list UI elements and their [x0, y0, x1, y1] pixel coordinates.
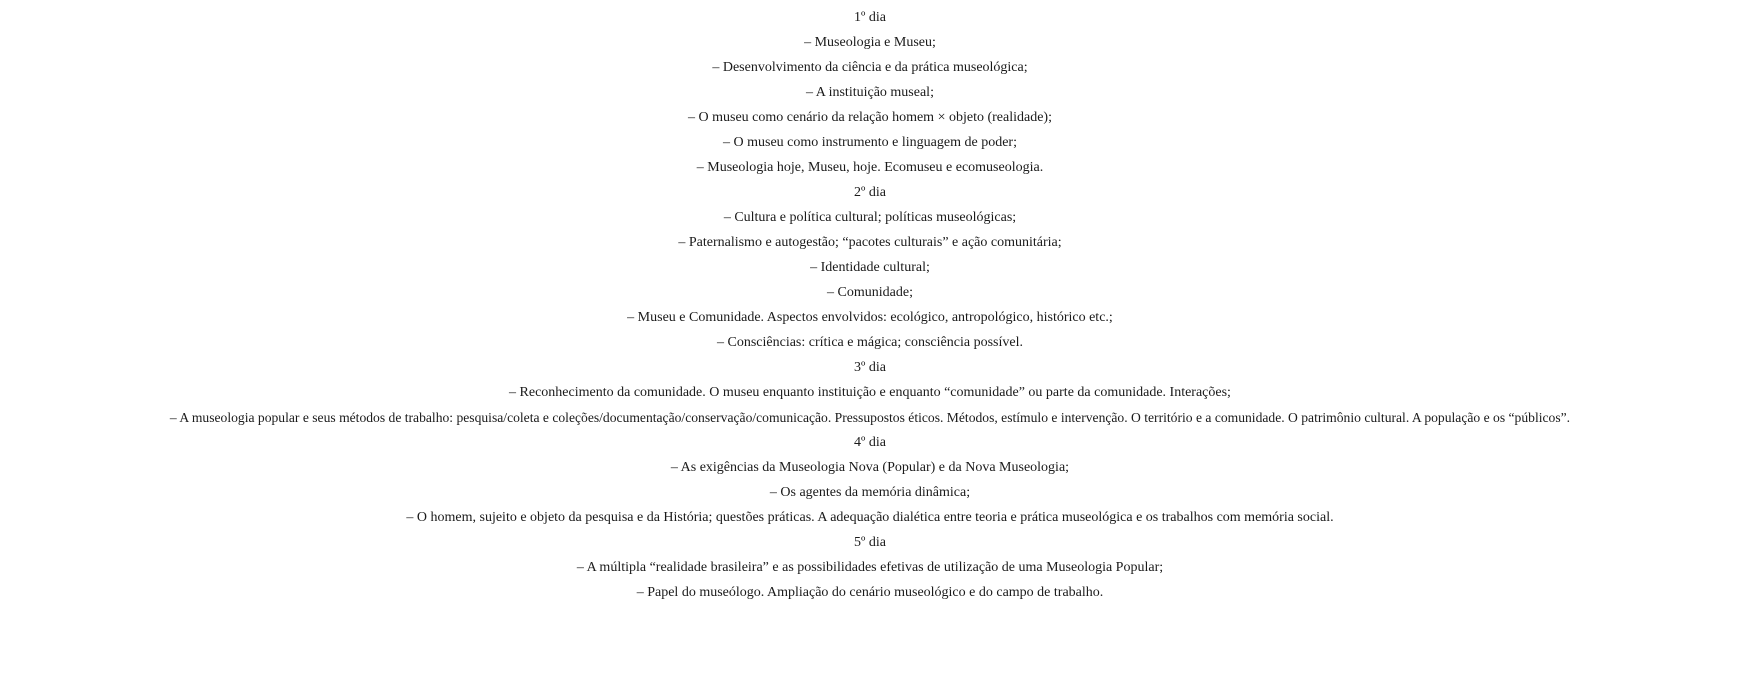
day-heading: 1º dia: [854, 10, 886, 25]
list-item: – O museu como cenário da relação homem × objeto (realidade);: [688, 110, 1052, 125]
list-item: – Os agentes da memória dinâmica;: [769, 485, 971, 500]
list-item: – Cultura e política cultural; políticas museológicas;: [723, 210, 1017, 225]
list-item: – O homem, sujeito e objeto da pesquisa e da História; questões práticas. A adequação dialética entre teoria e prática museológica e os trabalhos com memória social.: [406, 510, 1334, 525]
list-item: – As exigências da Museologia Nova (Popular) e da Nova Museologia;: [670, 460, 1070, 475]
list-item: – Comunidade;: [827, 285, 913, 300]
list-item: – Paternalismo e autogestão; “pacotes culturais” e ação comunitária;: [678, 235, 1062, 250]
day-heading: 3º dia: [854, 360, 886, 375]
list-item: – Identidade cultural;: [810, 260, 930, 275]
day-heading: 2º dia: [854, 185, 886, 200]
list-item: – Museu e Comunidade. Aspectos envolvidos: ecológico, antropológico, histórico etc.;: [627, 310, 1113, 325]
list-item: – A museologia popular e seus métodos de trabalho: pesquisa/coleta e coleções/documentação/conservação/comunicação. Pressupostos éticos. Métodos, estímulo e intervenção. O território e a comunidade. O patrimônio cultural. A população e os “públicos”.: [169, 410, 1571, 425]
list-item: – A instituição museal;: [806, 85, 934, 100]
list-item: – Reconhecimento da comunidade. O museu enquanto instituição e enquanto “comunidade” ou parte da comunidade. Interações;: [509, 385, 1231, 400]
program-document: [0, 5, 1740, 605]
list-item: – Consciências: crítica e mágica; consciência possível.: [717, 335, 1023, 350]
list-item: – Museologia e Museu;: [804, 35, 936, 50]
list-item: – Papel do museólogo. Ampliação do cenário museológico e do campo de trabalho.: [636, 585, 1104, 600]
list-item: – Desenvolvimento da ciência e da prática museológica;: [712, 60, 1028, 75]
day-heading: 5º dia: [854, 535, 886, 550]
list-item: – O museu como instrumento e linguagem de poder;: [723, 135, 1017, 150]
list-item: – A múltipla “realidade brasileira” e as possibilidades efetivas de utilização de uma Museologia Popular;: [576, 560, 1164, 575]
day-heading: 4º dia: [854, 435, 886, 450]
list-item: – Museologia hoje, Museu, hoje. Ecomuseu e ecomuseologia.: [696, 160, 1044, 175]
